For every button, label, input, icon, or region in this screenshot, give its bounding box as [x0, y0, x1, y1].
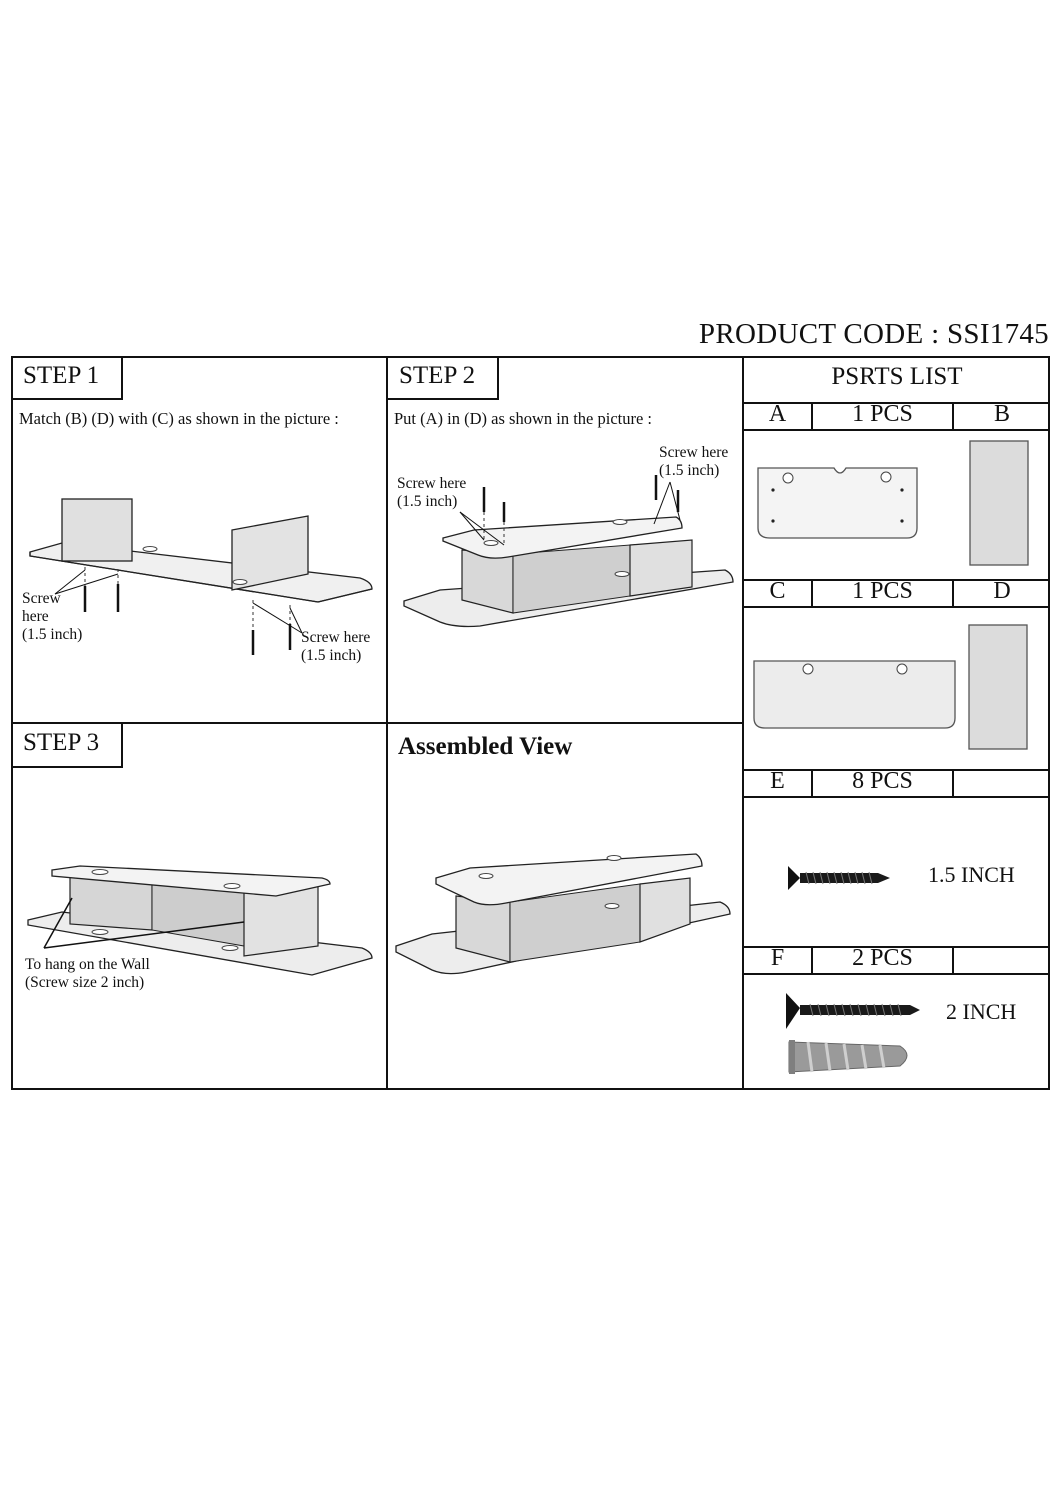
step1-instruction: Match (B) (D) with (C) as shown in the picture : [19, 409, 339, 428]
part-qty: 1 PCS [852, 401, 913, 427]
step3-title: STEP 3 [11, 723, 123, 768]
label-line: To hang on the Wall [25, 956, 150, 973]
label-line: Screw here [397, 475, 467, 492]
part-id: E [770, 768, 785, 794]
label-line: (1.5 inch) [659, 462, 720, 479]
product-code: PRODUCT CODE : SSI1745 [698, 318, 1049, 350]
part-qty: 8 PCS [852, 768, 913, 794]
assembled-view-title: Assembled View [398, 733, 573, 760]
label-line: (1.5 inch) [22, 626, 83, 643]
label-line: (Screw size 2 inch) [25, 974, 145, 991]
part-id: F [770, 945, 785, 971]
step2-instruction: Put (A) in (D) as shown in the picture : [394, 409, 652, 428]
label-line: Screw here [659, 444, 729, 461]
part-id: C [769, 578, 786, 604]
label-line: here [22, 608, 49, 625]
screw-size-label: 2 INCH [946, 999, 1017, 1024]
screw-icon [788, 866, 890, 890]
part-qty: 2 PCS [852, 945, 913, 971]
screw-icon [786, 993, 920, 1029]
part-qty: 1 PCS [852, 578, 913, 604]
step2-title: STEP 2 [387, 356, 499, 400]
label-line: Screw [22, 590, 61, 607]
screw-size-label: 1.5 INCH [928, 862, 1015, 887]
part-id: A [768, 401, 787, 427]
label-line: Screw here [301, 629, 371, 646]
label-line: (1.5 inch) [301, 647, 362, 664]
label-line: (1.5 inch) [397, 493, 458, 510]
step1-title: STEP 1 [11, 356, 123, 400]
wall-anchor-icon [789, 1040, 907, 1074]
parts-list-title: PSRTS LIST [831, 363, 963, 390]
part-id: B [993, 401, 1010, 427]
part-id: D [993, 578, 1011, 604]
